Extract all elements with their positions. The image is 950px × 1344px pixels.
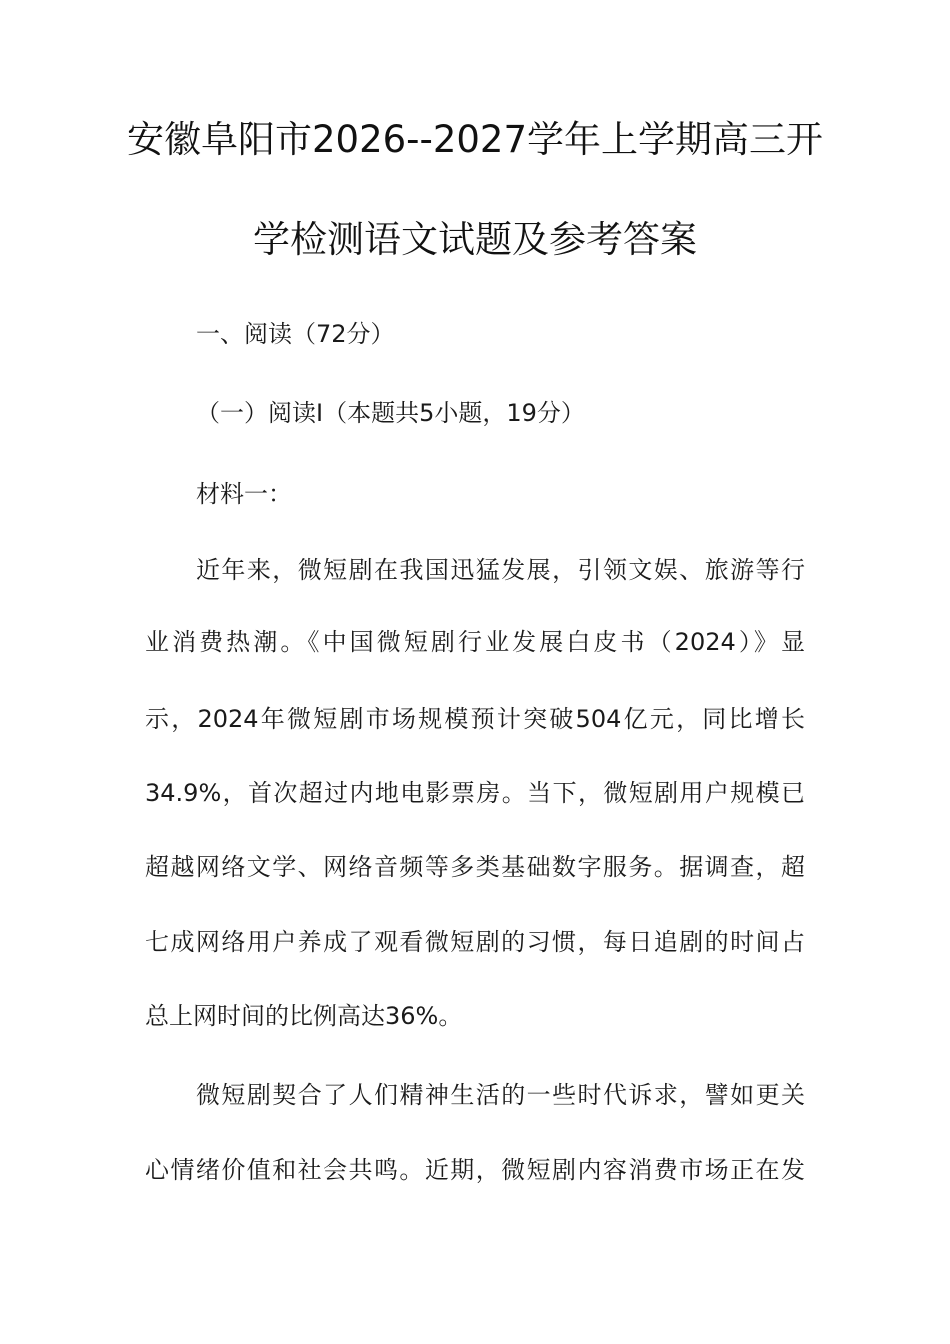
paragraph-2-line-1: 微短剧契合了人们精神生活的一些时代诉求，譬如更关 [196, 1081, 805, 1109]
paragraph-1-line-1: 近年来，微短剧在我国迅猛发展，引领文娱、旅游等行 [196, 556, 805, 584]
section-subheading: （一）阅读I（本题共5小题，19分） [196, 399, 585, 427]
paragraph-2-line-2: 心情绪价值和社会共鸣。近期，微短剧内容消费市场正在发 [145, 1156, 805, 1184]
document-title-line-2: 学检测语文试题及参考答案 [253, 218, 697, 261]
document-title-line-1: 安徽阜阳市2026--2027学年上学期高三开 [126, 118, 824, 161]
paragraph-1-line-5: 超越网络文学、网络音频等多类基础数字服务。据调查，超 [145, 853, 805, 881]
paragraph-1-line-6: 七成网络用户养成了观看微短剧的习惯，每日追剧的时间占 [145, 928, 805, 956]
paragraph-1-line-2: 业消费热潮。《中国微短剧行业发展白皮书（2024）》显 [145, 628, 805, 656]
paragraph-1-line-7: 总上网时间的比例高达36%。 [145, 1002, 463, 1030]
paragraph-1-line-4: 34.9%，首次超过内地电影票房。当下，微短剧用户规模已 [145, 779, 805, 807]
material-label: 材料一： [196, 480, 292, 508]
paragraph-1-line-3: 示，2024年微短剧市场规模预计突破504亿元，同比增长 [145, 705, 805, 733]
section-heading: 一、阅读（72分） [196, 320, 395, 348]
